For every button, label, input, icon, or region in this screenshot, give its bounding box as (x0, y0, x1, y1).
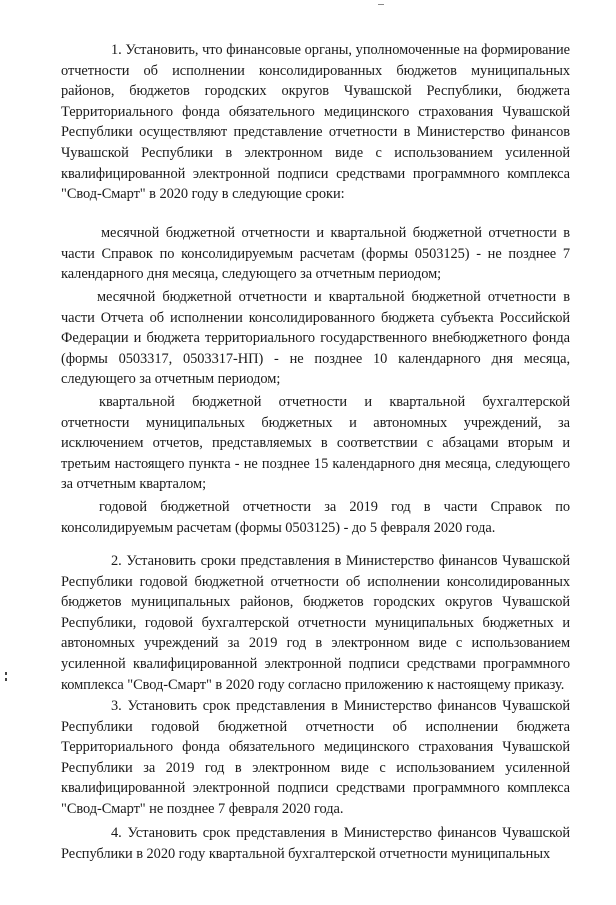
paragraph-4: 4. Установить срок представления в Министерство финансов Чувашской Республики в 2020 году квартальной бухгалтерской отчетности муниципальных (61, 825, 570, 862)
paragraph-3: 3. Установить срок представления в Министерство финансов Чувашской Республики годовой бюджетной отчетности об исполнении бюджета Территориального фонда обязательного медицинского страхования Чувашской Республики за 2019 год в электронном виде с использованием усиленной квалифицированной электронной подписи средствами программного комплекса "Свод-Смарт" не позднее 7 февраля 2020 года. (61, 698, 570, 817)
paragraph-1: 1. Установить, что финансовые органы, уполномоченные на формирование отчетности об исполнении консолидированных бюджетов муниципальных районов, бюджетов городских округов Чувашской Республики, бюджета Территориального фонда обязательного медицинского страхования Чувашской Республики осуществляют представление отчетности в Министерство финансов Чувашской Республики в электронном виде с использованием усиленной квалифицированной электронной подписи средствами программного комплекса "Свод-Смарт" в 2020 году в следующие сроки: (61, 42, 570, 203)
scan-speck (5, 678, 7, 681)
paragraph-1-deadline-0503317: месячной бюджетной отчетности и квартальной бюджетной отчетности в части Отчета об исполнении консолидированного бюджета субъекта Российской Федерации и бюджета территориального государственного внебюджетного фонда (формы 0503317, 0503317-НП) - не позднее 10 календарного дня месяца, следующего за отчетным периодом; (61, 289, 570, 388)
scan-speck (5, 672, 7, 675)
paragraph-1-deadline-annual-0503125: годовой бюджетной отчетности за 2019 год в части Справок по консолидируемым расчетам (формы 0503125) - до 5 февраля 2020 года. (61, 499, 570, 536)
paragraph-1-deadline-monthly-0503125: месячной бюджетной отчетности и квартальной бюджетной отчетности в части Справок по консолидируемым расчетам (формы 0503125) - не позднее 7 календарного дня месяца, следующего за отчетным периодом; (61, 225, 570, 283)
paragraph-1-deadline-quarterly: квартальной бюджетной отчетности и квартальной бухгалтерской отчетности муниципальных бюджетных и автономных учреждений, за исключением отчетов, представляемых в соответствии с абзацами вторым и третьим настоящего пункта - не позднее 15 календарного дня месяца, следующего за отчетным кварталом; (61, 394, 570, 493)
scan-speck (378, 4, 384, 5)
paragraph-2: 2. Установить сроки представления в Министерство финансов Чувашской Республики годовой бюджетной отчетности об исполнении консолидированных бюджетов муниципальных районов, бюджетов городских округов Чувашской Республики, годовой бухгалтерской отчетности муниципальных бюджетных и автономных учреждений за 2019 год в электронном виде с использованием усиленной квалифицированной электронной подписи средствами программного комплекса "Свод-Смарт" в 2020 году согласно приложению к настоящему приказу. (61, 553, 570, 693)
